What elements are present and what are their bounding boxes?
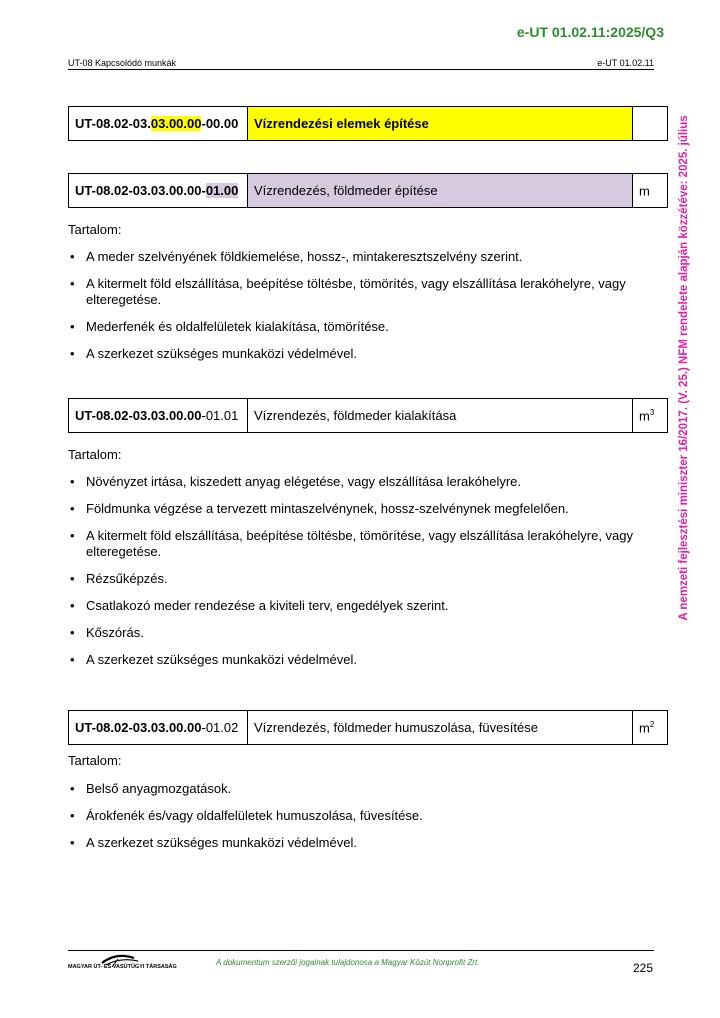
list-item: • Földmunka végzése a tervezett mintaszelvénynek, hossz-szelvénynek megfelelően. bbox=[68, 501, 638, 517]
item-code: UT-08.02-03.03.00.00-00.00 bbox=[69, 107, 248, 141]
item-title: Vízrendezés, földmeder építése bbox=[248, 174, 633, 208]
item-title: Vízrendezési elemek építése bbox=[248, 107, 633, 141]
list-item: • Árokfenék és/vagy oldalfelületek humuszolása, füvesítése. bbox=[68, 808, 638, 824]
content-list bbox=[68, 249, 638, 373]
item-unit: $m^3$ bbox=[633, 399, 668, 433]
content-label: Tartalom: bbox=[68, 447, 122, 462]
content-list bbox=[68, 781, 638, 862]
header-section-title: UT-08 Kapcsolódó munkák bbox=[68, 58, 177, 68]
logo-caption: MAGYAR ÚT- ÉS VASÚTÜGYI TÁRSASÁG bbox=[68, 964, 177, 970]
page-number: 225 bbox=[632, 961, 653, 975]
content-list bbox=[68, 474, 638, 679]
item-code: UT-08.02-03.03.00.00-01.01 bbox=[69, 399, 248, 433]
copyright-note: A dokumentum szerzői jogainak tulajdonosa a Magyar Közút Nonprofit Zrt. bbox=[216, 958, 480, 967]
side-publication-note bbox=[673, 108, 695, 628]
item-header-table bbox=[68, 710, 668, 745]
item-unit: m bbox=[633, 174, 668, 208]
item-header-table bbox=[68, 106, 668, 141]
list-item: • Növényzet irtása, kiszedett anyag elégetése, vagy elszállítása lerakóhelyre. bbox=[68, 474, 638, 490]
list-item: • A meder szelvényének földkiemelése, hossz-, mintakeresztszelvény szerint. bbox=[68, 249, 638, 265]
list-item: • Csatlakozó meder rendezése a kiviteli terv, engedélyek szerint. bbox=[68, 598, 638, 614]
list-item: • Belső anyagmozgatások. bbox=[68, 781, 638, 797]
list-item: • Rézsűképzés. bbox=[68, 571, 638, 587]
item-title: Vízrendezés, földmeder kialakítása bbox=[248, 399, 633, 433]
item-code: UT-08.02-03.03.00.00-01.02 bbox=[69, 711, 248, 745]
list-item: • A szerkezet szükséges munkaközi védelmével. bbox=[68, 652, 638, 668]
document-code: e-UT 01.02.11:2025/Q3 bbox=[516, 24, 664, 40]
list-item: • A szerkezet szükséges munkaközi védelmével. bbox=[68, 835, 638, 851]
header-doc-ref: e-UT 01.02.11 bbox=[597, 58, 654, 68]
item-unit bbox=[633, 107, 668, 141]
item-unit: $m^2$ bbox=[633, 711, 668, 745]
item-header-table bbox=[68, 398, 668, 433]
side-publication-note-text: A nemzeti fejlesztési miniszter 16/2017. (V. 25.) NFM rendelete alapján közzétéve: 2025. július bbox=[678, 115, 690, 621]
item-code: UT-08.02-03.03.00.00-01.00 bbox=[69, 174, 248, 208]
list-item: • Kőszórás. bbox=[68, 625, 638, 641]
footer-rule bbox=[68, 950, 654, 951]
list-item: • A kitermelt föld elszállítása, beépítése töltésbe, tömörítése, vagy elszállítása lerakóhelyre, vagy elteregetése. bbox=[68, 528, 638, 560]
item-header-table bbox=[68, 173, 668, 208]
list-item: • Mederfenék és oldalfelületek kialakítása, tömörítése. bbox=[68, 319, 638, 335]
running-header bbox=[68, 58, 654, 70]
item-title: Vízrendezés, földmeder humuszolása, füvesítése bbox=[248, 711, 633, 745]
content-label: Tartalom: bbox=[68, 222, 122, 237]
list-item: • A kitermelt föld elszállítása, beépítése töltésbe, tömörítés, vagy elszállítása lerakóhelyre, vagy elteregetése. bbox=[68, 276, 638, 308]
content-label: Tartalom: bbox=[68, 753, 122, 768]
list-item: • A szerkezet szükséges munkaközi védelmével. bbox=[68, 346, 638, 362]
